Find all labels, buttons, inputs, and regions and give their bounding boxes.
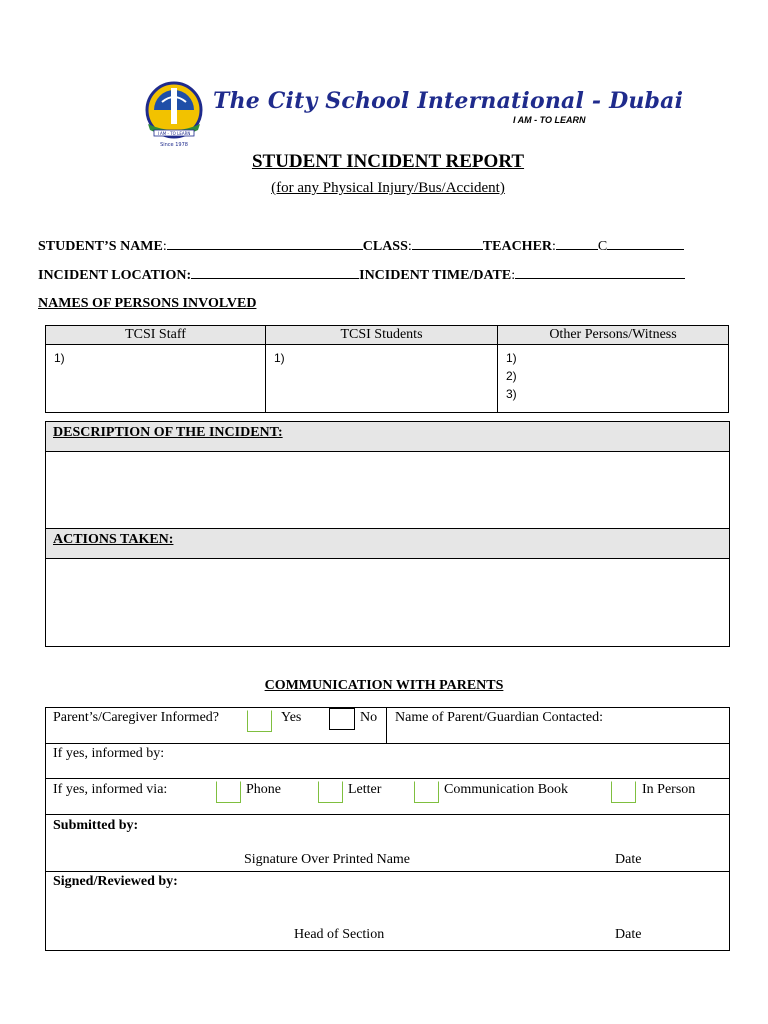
incident-time-field[interactable] <box>515 266 685 279</box>
school-logo <box>140 80 208 150</box>
report-subtitle: (for any Physical Injury/Bus/Accident) <box>271 180 505 196</box>
yes-label: Yes <box>281 710 302 725</box>
description-heading: DESCRIPTION OF THE INCIDENT: <box>46 422 729 452</box>
school-name: The City School International - Dubai <box>213 88 684 114</box>
actions-heading: ACTIONS TAKEN: <box>46 529 729 559</box>
column-header-others: Other Persons/Witness <box>498 326 729 345</box>
informed-label: Parent’s/Caregiver Informed? <box>53 710 219 725</box>
staff-entry-1: 1) <box>54 351 65 365</box>
other-entry-2: 2) <box>506 369 517 383</box>
informed-by-row[interactable] <box>46 744 729 779</box>
class-field[interactable] <box>412 237 483 250</box>
incident-location-field[interactable] <box>191 266 359 279</box>
svg-text:I AM - TO LEARN: I AM - TO LEARN <box>157 131 191 136</box>
row-divider <box>386 708 387 743</box>
communication-box <box>45 707 730 951</box>
teacher-field-rest[interactable] <box>607 237 684 250</box>
actions-area[interactable] <box>46 559 729 645</box>
teacher-field[interactable] <box>556 237 598 250</box>
reviewed-date-label: Date <box>615 927 642 942</box>
school-motto: I AM - TO LEARN <box>513 115 586 125</box>
phone-checkbox[interactable] <box>216 781 241 803</box>
others-cell[interactable] <box>498 345 729 413</box>
submitted-date-label: Date <box>615 852 642 867</box>
description-area[interactable] <box>46 452 729 529</box>
incident-time-label: INCIDENT TIME/DATE <box>359 268 512 283</box>
svg-text:Since 1978: Since 1978 <box>160 142 188 148</box>
persons-table <box>45 325 729 413</box>
staff-cell[interactable] <box>46 345 266 413</box>
no-label: No <box>360 710 378 725</box>
teacher-value: C <box>597 239 608 254</box>
communication-book-label: Communication Book <box>444 782 569 797</box>
other-entry-3: 3) <box>506 387 517 401</box>
persons-heading: NAMES OF PERSONS INVOLVED <box>38 296 257 311</box>
incident-location-label: INCIDENT LOCATION: <box>38 268 192 283</box>
reviewed-row[interactable] <box>46 872 729 949</box>
class-label: CLASS <box>362 239 408 254</box>
informed-by-label: If yes, informed by: <box>53 746 165 761</box>
yes-checkbox[interactable] <box>247 710 272 732</box>
incident-info-row: INCIDENT LOCATION: INCIDENT TIME/DATE: <box>38 266 685 284</box>
in-person-checkbox[interactable] <box>611 781 636 803</box>
no-checkbox[interactable] <box>329 708 355 730</box>
signature-label: Signature Over Printed Name <box>244 852 411 867</box>
submitted-row[interactable] <box>46 815 729 872</box>
column-header-students: TCSI Students <box>266 326 498 345</box>
letter-checkbox[interactable] <box>318 781 343 803</box>
student-entry-1: 1) <box>274 351 285 365</box>
student-info-row: STUDENT’S NAME: CLASS: TEACHER: C <box>38 237 684 255</box>
informed-via-row <box>46 779 729 815</box>
teacher-label: TEACHER <box>482 239 553 254</box>
report-title: STUDENT INCIDENT REPORT <box>251 151 525 172</box>
communication-book-checkbox[interactable] <box>414 781 439 803</box>
incident-details-box <box>45 421 730 647</box>
other-entry-1: 1) <box>506 351 517 365</box>
phone-label: Phone <box>246 782 281 797</box>
student-name-label: STUDENT’S NAME <box>38 239 163 254</box>
letter-label: Letter <box>348 782 382 797</box>
column-header-staff: TCSI Staff <box>46 326 266 345</box>
head-of-section-label: Head of Section <box>294 927 385 942</box>
reviewed-by-label: Signed/Reviewed by: <box>53 874 178 889</box>
student-name-field[interactable] <box>167 237 363 250</box>
students-cell[interactable] <box>266 345 498 413</box>
communication-title: COMMUNICATION WITH PARENTS <box>264 678 504 693</box>
informed-via-label: If yes, informed via: <box>53 782 168 797</box>
parent-contacted-label: Name of Parent/Guardian Contacted: <box>395 710 603 725</box>
submitted-by-label: Submitted by: <box>53 818 139 833</box>
in-person-label: In Person <box>642 782 696 797</box>
informed-row <box>46 708 729 744</box>
